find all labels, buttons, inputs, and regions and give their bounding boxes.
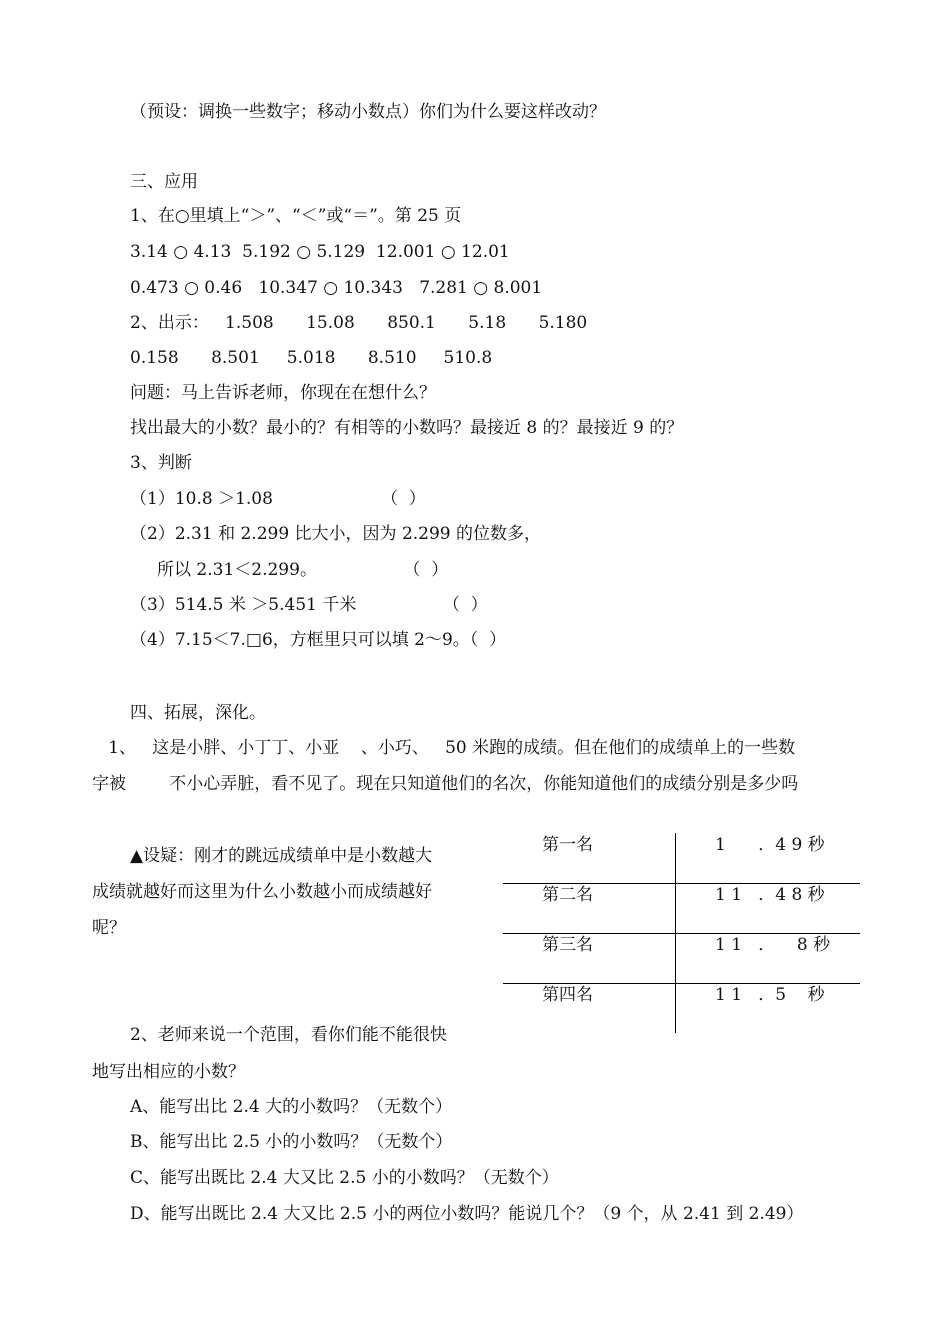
judge-4: （4）7.15＜7.□6，方框里只可以填 2～9。（ ） [130,630,507,650]
doubt-line-b: 成绩就越好而这里为什么小数越小而成绩越好 [92,882,432,902]
doubt-line-c: 呢？ [92,918,126,938]
q2-row2: 0.158 8.501 5.018 8.510 510.8 [130,348,493,368]
p1-line-a: 1、 这是小胖、小丁丁、小亚 、小巧、 50 米跑的成绩。但在他们的成绩单上的一些数 [92,738,796,758]
score-cell: 1 ．4 9 秒 [715,835,825,855]
q3-heading: 3、判断 [130,453,192,473]
table-row-divider [503,933,860,934]
score-cell: 1 1 ．5 秒 [715,985,825,1005]
rank-cell: 第四名 [542,985,593,1005]
option-b: B、能写出比 2.5 小的小数吗？（无数个） [130,1132,453,1152]
q1-row1: 3.14 ○ 4.13 5.192 ○ 5.129 12.001 ○ 12.01 [130,242,510,262]
judge-2b: 所以 2.31＜2.299。 （ ） [130,560,449,580]
table-row-divider [503,983,860,984]
question-line: 问题：马上告诉老师，你现在在想什么？ [130,383,436,403]
rank-cell: 第三名 [542,935,593,955]
table-row-divider [503,883,860,884]
score-cell: 1 1 ． 8 秒 [715,935,831,955]
judge-3: （3）514.5 米 ＞5.451 千米 （ ） [130,595,488,615]
q2-line-b: 地写出相应的小数？ [92,1062,245,1082]
judge-1: （1）10.8 ＞1.08 （ ） [130,489,426,509]
rank-cell: 第一名 [542,835,593,855]
q2-line-a: 2、老师来说一个范围，看你们能不能很快 [130,1025,447,1045]
option-a: A、能写出比 2.4 大的小数吗？（无数个） [130,1097,453,1117]
score-cell: 1 1 ．4 8 秒 [715,885,825,905]
p1-line-b: 字被 不小心弄脏，看不见了。现在只知道他们的名次，你能知道他们的成绩分别是多少吗 [92,774,799,794]
option-c: C、能写出既比 2.4 大又比 2.5 小的小数吗？（无数个） [130,1168,559,1188]
intro-line: （预设：调换一些数字；移动小数点）你们为什么要这样改动？ [130,102,606,122]
q2-text: 2、出示： 1.508 15.08 850.1 5.18 5.180 [130,313,588,333]
section4-heading: 四、拓展，深化。 [130,703,266,723]
doubt-line-a: ▲设疑：刚才的跳远成绩单中是小数越大 [130,846,433,866]
section3-heading: 三、应用 [130,172,198,192]
judge-2a: （2）2.31 和 2.299 比大小，因为 2.299 的位数多， [130,524,542,544]
q1-row2: 0.473 ○ 0.46 10.347 ○ 10.343 7.281 ○ 8.001 [130,278,543,298]
rank-cell: 第二名 [542,885,593,905]
q1-text: 1、在○里填上“＞”、“＜”或“＝”。第 25 页 [130,206,462,226]
option-d: D、能写出既比 2.4 大又比 2.5 小的两位小数吗？能说几个？（9 个，从 2.41 到 2.49） [130,1204,804,1224]
find-line: 找出最大的小数？最小的？有相等的小数吗？最接近 8 的？最接近 9 的？ [130,418,684,438]
